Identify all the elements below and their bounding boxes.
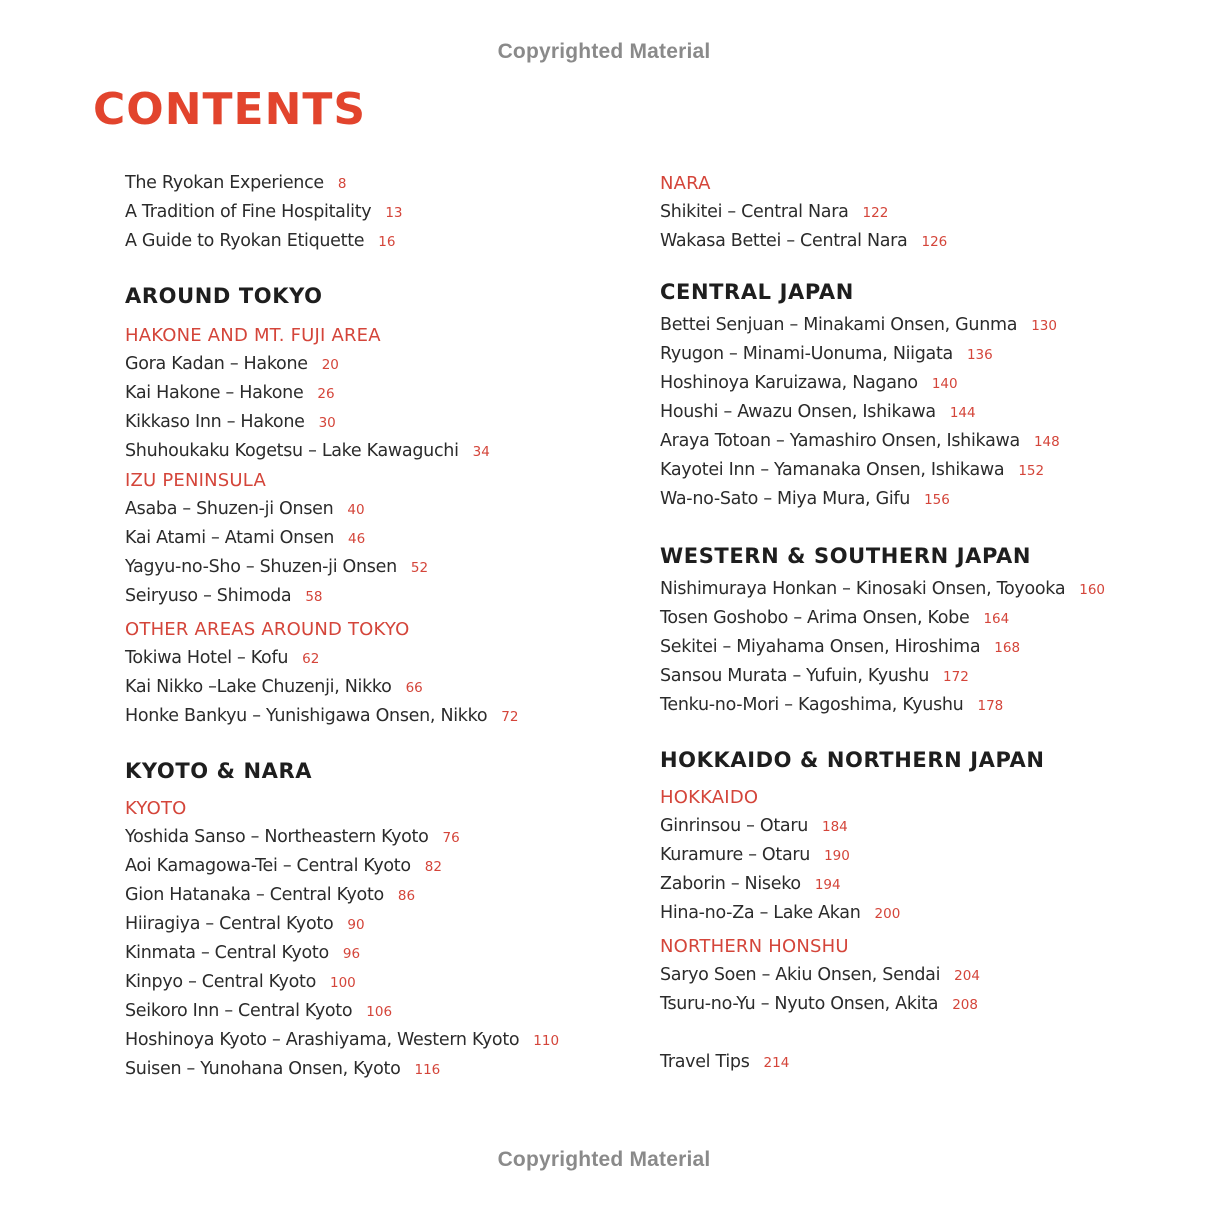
toc-entry-page: 144	[949, 405, 976, 421]
toc-entry-label: Kuramure – Otaru	[660, 845, 811, 865]
toc-entry-label: Yagyu-no-Sho – Shuzen-ji Onsen	[125, 557, 397, 577]
toc-entry-label: Shuhoukaku Kogetsu – Lake Kawaguchi	[125, 441, 459, 461]
toc-entry-label: Sansou Murata – Yufuin, Kyushu	[660, 666, 930, 686]
toc-entry[interactable]	[125, 379, 645, 408]
toc-entry-label: Kikkaso Inn – Hakone	[125, 412, 305, 432]
toc-entry-page: 110	[533, 1033, 560, 1049]
toc-entry-label: Saryo Soen – Akiu Onsen, Sendai	[660, 965, 941, 985]
toc-entry-label: Gion Hatanaka – Central Kyoto	[125, 885, 384, 905]
subsection-heading-northern-honshu: NORTHERN HONSHU	[660, 936, 849, 957]
toc-entry-label: Gora Kadan – Hakone	[125, 354, 308, 374]
toc-entry[interactable]	[660, 990, 1180, 1019]
toc-entry-page: 76	[442, 830, 460, 846]
toc-entry[interactable]	[125, 1026, 645, 1055]
toc-entry-label: Araya Totoan – Yamashiro Onsen, Ishikawa	[660, 431, 1020, 451]
toc-entry[interactable]	[660, 311, 1180, 340]
toc-entry[interactable]	[660, 198, 1180, 227]
toc-entry[interactable]	[125, 939, 645, 968]
toc-entry-page: 178	[977, 698, 1004, 714]
toc-entry[interactable]	[660, 427, 1180, 456]
toc-entry-page: 106	[366, 1004, 393, 1020]
toc-entry-page: 194	[814, 877, 841, 893]
toc-entry[interactable]	[660, 812, 1180, 841]
toc-entry-label: Kai Hakone – Hakone	[125, 383, 304, 403]
toc-entry-page: 90	[347, 917, 365, 933]
toc-entry-page: 40	[347, 502, 365, 518]
toc-entry[interactable]	[125, 823, 645, 852]
intro-list	[125, 169, 645, 256]
toc-entry[interactable]	[660, 899, 1180, 928]
toc-entry-page: 190	[824, 848, 850, 864]
toc-entry-page: 184	[822, 819, 848, 835]
toc-entry-label: Kayotei Inn – Yamanaka Onsen, Ishikawa	[660, 460, 1005, 480]
toc-entry-label: Nishimuraya Honkan – Kinosaki Onsen, Toyooka	[660, 579, 1066, 599]
subsection-heading-kyoto: KYOTO	[125, 798, 187, 819]
toc-entry-page: 208	[952, 997, 978, 1013]
toc-entry-page: 46	[348, 531, 366, 547]
toc-entry-page: 172	[943, 669, 969, 685]
toc-entry[interactable]	[125, 350, 645, 379]
toc-entry-label: Kai Nikko –Lake Chuzenji, Nikko	[125, 677, 392, 697]
section-heading-hokkaido-northern: HOKKAIDO & NORTHERN JAPAN	[660, 748, 1045, 772]
toc-entry-label: Hina-no-Za – Lake Akan	[660, 903, 861, 923]
toc-entry-label: Seiryuso – Shimoda	[125, 586, 292, 606]
toc-entry[interactable]	[660, 662, 1180, 691]
toc-entry[interactable]	[125, 524, 645, 553]
toc-entry[interactable]	[660, 398, 1180, 427]
toc-entry[interactable]	[125, 852, 645, 881]
toc-entry-label: Shikitei – Central Nara	[660, 202, 849, 222]
watermark-bottom: Copyrighted Material	[497, 1148, 711, 1171]
toc-entry[interactable]	[660, 604, 1180, 633]
toc-entry[interactable]	[125, 1055, 645, 1084]
toc-entry[interactable]	[125, 968, 645, 997]
toc-entry[interactable]	[660, 456, 1180, 485]
toc-entry-page: 200	[874, 906, 901, 922]
toc-entry[interactable]	[125, 198, 645, 227]
toc-entry[interactable]	[660, 633, 1180, 662]
toc-entry[interactable]	[660, 369, 1180, 398]
toc-entry[interactable]	[660, 691, 1180, 720]
section-heading-kyoto-nara: KYOTO & NARA	[125, 759, 313, 783]
toc-entry-label: Kai Atami – Atami Onsen	[125, 528, 335, 548]
toc-entry-page: 34	[472, 444, 490, 460]
toc-entry-label: Asaba – Shuzen-ji Onsen	[125, 499, 334, 519]
toc-entry[interactable]	[125, 997, 645, 1026]
toc-entry-page: 62	[302, 651, 320, 667]
toc-entry-label: Aoi Kamagowa-Tei – Central Kyoto	[125, 856, 411, 876]
toc-entry-page: 160	[1079, 582, 1106, 598]
toc-entry-label: Ginrinsou – Otaru	[660, 816, 808, 836]
toc-entry[interactable]	[660, 961, 1180, 990]
toc-entry-page: 20	[321, 357, 339, 373]
section-heading-around-tokyo: AROUND TOKYO	[125, 284, 323, 308]
toc-entry-page: 58	[305, 589, 323, 605]
watermark-top: Copyrighted Material	[497, 40, 711, 63]
toc-entry-page: 152	[1018, 463, 1045, 479]
toc-entry[interactable]	[125, 910, 645, 939]
toc-entry-label: Kinmata – Central Kyoto	[125, 943, 329, 963]
toc-entry-label: Travel Tips	[660, 1052, 750, 1072]
toc-entry-label: Tsuru-no-Yu – Nyuto Onsen, Akita	[660, 994, 939, 1014]
toc-entry-page: 140	[931, 376, 958, 392]
toc-entry-page: 148	[1033, 434, 1060, 450]
toc-entry-label: Hoshinoya Kyoto – Arashiyama, Western Kyoto	[125, 1030, 520, 1050]
page-title: CONTENTS	[93, 84, 367, 135]
toc-entry-label: Houshi – Awazu Onsen, Ishikawa	[660, 402, 936, 422]
toc-entry-page: 8	[337, 176, 347, 192]
toc-entry-page: 72	[501, 709, 519, 725]
toc-entry-page: 66	[405, 680, 423, 696]
toc-entry-page: 52	[410, 560, 429, 576]
toc-entry-label: Seikoro Inn – Central Kyoto	[125, 1001, 353, 1021]
toc-entry-page: 130	[1031, 318, 1057, 334]
toc-entry-label: Wa-no-Sato – Miya Mura, Gifu	[660, 489, 911, 509]
toc-entry-page: 168	[994, 640, 1021, 656]
section-heading-central-japan: CENTRAL JAPAN	[660, 280, 854, 304]
toc-entry[interactable]	[660, 227, 1180, 256]
toc-entry[interactable]	[660, 870, 1180, 899]
toc-entry-page: 214	[763, 1055, 790, 1071]
toc-entry-label: Hiiragiya – Central Kyoto	[125, 914, 334, 934]
toc-left-column	[125, 169, 645, 1084]
toc-entry[interactable]	[125, 227, 645, 256]
toc-entry-page: 136	[966, 347, 993, 363]
toc-entry-page: 82	[424, 859, 442, 875]
toc-entry-page: 16	[378, 234, 396, 250]
toc-entry-page: 122	[862, 205, 889, 221]
toc-entry-page: 100	[330, 975, 356, 991]
toc-entry-label: Sekitei – Miyahama Onsen, Hiroshima	[660, 637, 981, 657]
toc-entry-page: 96	[342, 946, 361, 962]
toc-entry-label: Hoshinoya Karuizawa, Nagano	[660, 373, 918, 393]
toc-entry-label: A Guide to Ryokan Etiquette	[125, 231, 365, 251]
toc-entry-page: 156	[924, 492, 950, 508]
toc-entry-label: Tosen Goshobo – Arima Onsen, Kobe	[660, 608, 970, 628]
toc-entry[interactable]	[125, 673, 645, 702]
toc-entry-label: Tokiwa Hotel – Kofu	[125, 648, 289, 668]
toc-entry-label: Ryugon – Minami-Uonuma, Niigata	[660, 344, 953, 364]
toc-entry[interactable]	[125, 408, 645, 437]
toc-entry-page: 26	[317, 386, 335, 402]
toc-entry-label: Wakasa Bettei – Central Nara	[660, 231, 908, 251]
toc-entry-label: Bettei Senjuan – Minakami Onsen, Gunma	[660, 315, 1018, 335]
toc-entry[interactable]	[125, 553, 645, 582]
toc-entry[interactable]	[660, 575, 1180, 604]
toc-entry[interactable]	[125, 702, 645, 731]
toc-entry-page: 164	[983, 611, 1010, 627]
subsection-heading-izu: IZU PENINSULA	[125, 470, 266, 491]
toc-entry-label: Yoshida Sanso – Northeastern Kyoto	[125, 827, 429, 847]
toc-right-column	[660, 169, 1180, 1077]
toc-entry[interactable]	[660, 841, 1180, 870]
toc-entry-label: Kinpyo – Central Kyoto	[125, 972, 316, 992]
subsection-heading-hokkaido: HOKKAIDO	[660, 787, 759, 808]
toc-entry-label: Tenku-no-Mori – Kagoshima, Kyushu	[660, 695, 964, 715]
toc-entry[interactable]	[125, 644, 645, 673]
toc-entry-label: Honke Bankyu – Yunishigawa Onsen, Nikko	[125, 706, 488, 726]
toc-entry[interactable]	[125, 169, 645, 198]
toc-entry-page: 86	[397, 888, 416, 904]
section-heading-western-southern: WESTERN & SOUTHERN JAPAN	[660, 544, 1032, 568]
toc-entry[interactable]	[660, 340, 1180, 369]
toc-entry[interactable]	[125, 495, 645, 524]
toc-entry[interactable]	[125, 582, 645, 611]
toc-entry[interactable]	[660, 485, 1180, 514]
toc-entry[interactable]	[125, 881, 645, 910]
toc-entry-page: 30	[318, 415, 336, 431]
toc-entry-travel-tips[interactable]	[660, 1048, 1180, 1077]
toc-entry-page: 116	[414, 1062, 441, 1078]
subsection-heading-hakone: HAKONE AND MT. FUJI AREA	[125, 325, 381, 346]
toc-entry-page: 126	[921, 234, 948, 250]
toc-entry-page: 13	[385, 205, 403, 221]
subsection-heading-nara: NARA	[660, 173, 711, 194]
toc-entry-page: 204	[954, 968, 980, 984]
subsection-heading-other-tokyo: OTHER AREAS AROUND TOKYO	[125, 619, 410, 640]
toc-entry-label: The Ryokan Experience	[125, 173, 324, 193]
toc-entry-label: Suisen – Yunohana Onsen, Kyoto	[125, 1059, 401, 1079]
toc-entry-label: A Tradition of Fine Hospitality	[125, 202, 372, 222]
toc-entry-label: Zaborin – Niseko	[660, 874, 801, 894]
toc-entry[interactable]	[125, 437, 645, 466]
